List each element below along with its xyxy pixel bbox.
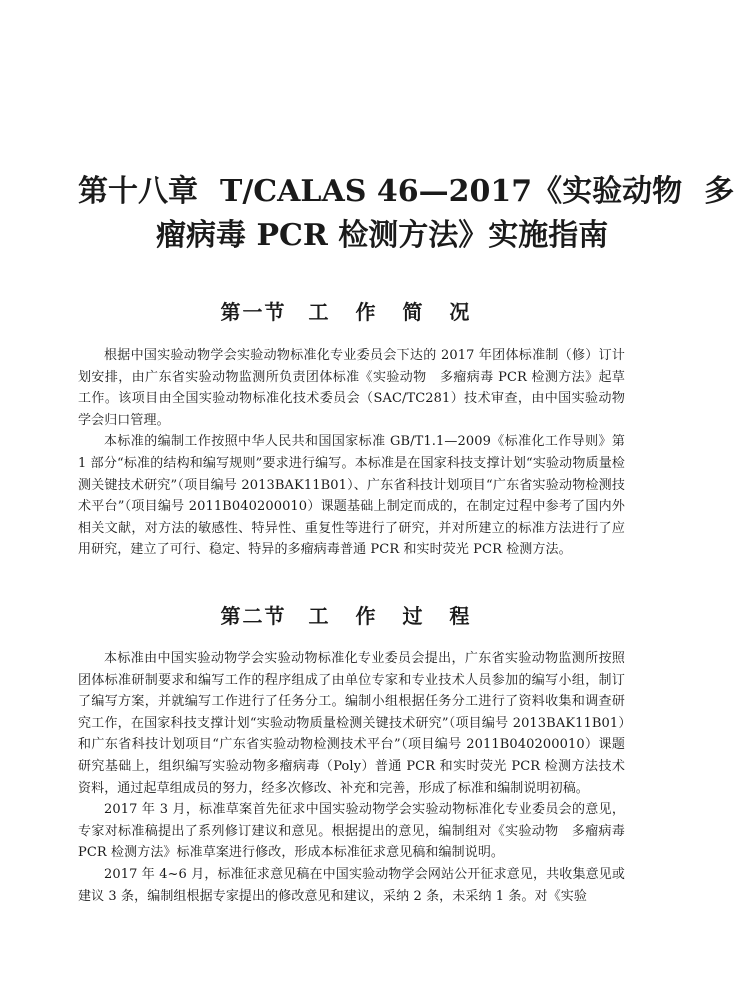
chapter-title [70, 170, 734, 258]
section-label: 第二节 [220, 604, 287, 628]
section-label: 第一节 [220, 300, 287, 324]
section-1-body [78, 345, 625, 561]
chapter-number: 第十八章 [78, 174, 198, 209]
paragraph: 2017 年 3 月，标准草案首先征求中国实验动物学会实验动物标准化专业委员会的意见，专家对标准稿提出了系列修订建议和意见。根据提出的意见，编制组对《实验动物 多瘤病毒 PCR 检测方法》标准草案进行修改，形成本标准征求意见稿和编制说明。 [78, 802, 625, 861]
standard-code: T/CALAS 46—2017《实验动物 [220, 174, 683, 209]
section-heading-2 [0, 600, 700, 629]
paragraph: 根据中国实验动物学会实验动物标准化专业委员会下达的 2017 年团体标准制（修）订计划安排，由广东省实验动物监测所负责团体标准《实验动物 多瘤病毒 PCR 检测方法》起草工作。该项目由全国实验动物标准化技术委员会（SAC/TC281）技术审查，由中国实验动物学会归口管理。 [78, 348, 625, 428]
paragraph: 本标准由中国实验动物学会实验动物标准化专业委员会提出，广东省实验动物监测所按照团体标准研制要求和编写工作的程序组成了由单位专家和专业技术人员参加的编写小组，制订了编写方案，并就编写工作进行了任务分工。编制小组根据任务分工进行了资料收集和调查研究工作，在国家科技支撑计划“实验动物质量检测关键技术研究”（项目编号 2013BAK11B01）和广东省科技计划项目“广东省实验动物检测技术平台”（项目编号 2011B040200010）课题研究基础上，组织编写实验动物多瘤病毒（Poly）普通 PCR 和实时荧光 PCR 检测方法技术资料，通过起草组成员的努力，经多次修改、补充和完善，形成了标准和编制说明初稿。 [78, 651, 625, 796]
section-2-body [78, 648, 625, 907]
section-title: 工 作 过 程 [308, 604, 480, 628]
section-heading-1 [0, 296, 700, 325]
title-fragment: 多 [704, 174, 734, 209]
paragraph: 本标准的编制工作按照中华人民共和国国家标准 GB/T1.1—2009《标准化工作导则》第 1 部分“标准的结构和编写规则”要求进行编写。本标准是在国家科技支撑计划“实验动物质量检测关键技术研究”（项目编号 2013BAK11B01）、广东省科技计划项目“广东省实验动物检测技术平台”（项目编号 2011B040200010）课题基础上制定而成的，在制定过程中参考了国内外相关文献，对方法的敏感性、特异性、重复性等进行了研究，并对所建立的标准方法进行了应用研究，建立了可行、稳定、特异的多瘤病毒普通 PCR 和实时荧光 PCR 检测方法。 [78, 434, 625, 558]
chapter-title-line-1 [78, 170, 734, 214]
paragraph: 2017 年 4~6 月，标准征求意见稿在中国实验动物学会网站公开征求意见，共收集意见或建议 3 条，编制组根据专家提出的修改意见和建议，采纳 2 条，未采纳 1 条。对《实验 [78, 866, 625, 904]
chapter-title-line-2: 瘤病毒 PCR 检测方法》实施指南 [156, 218, 609, 253]
section-title: 工 作 简 况 [308, 300, 480, 324]
